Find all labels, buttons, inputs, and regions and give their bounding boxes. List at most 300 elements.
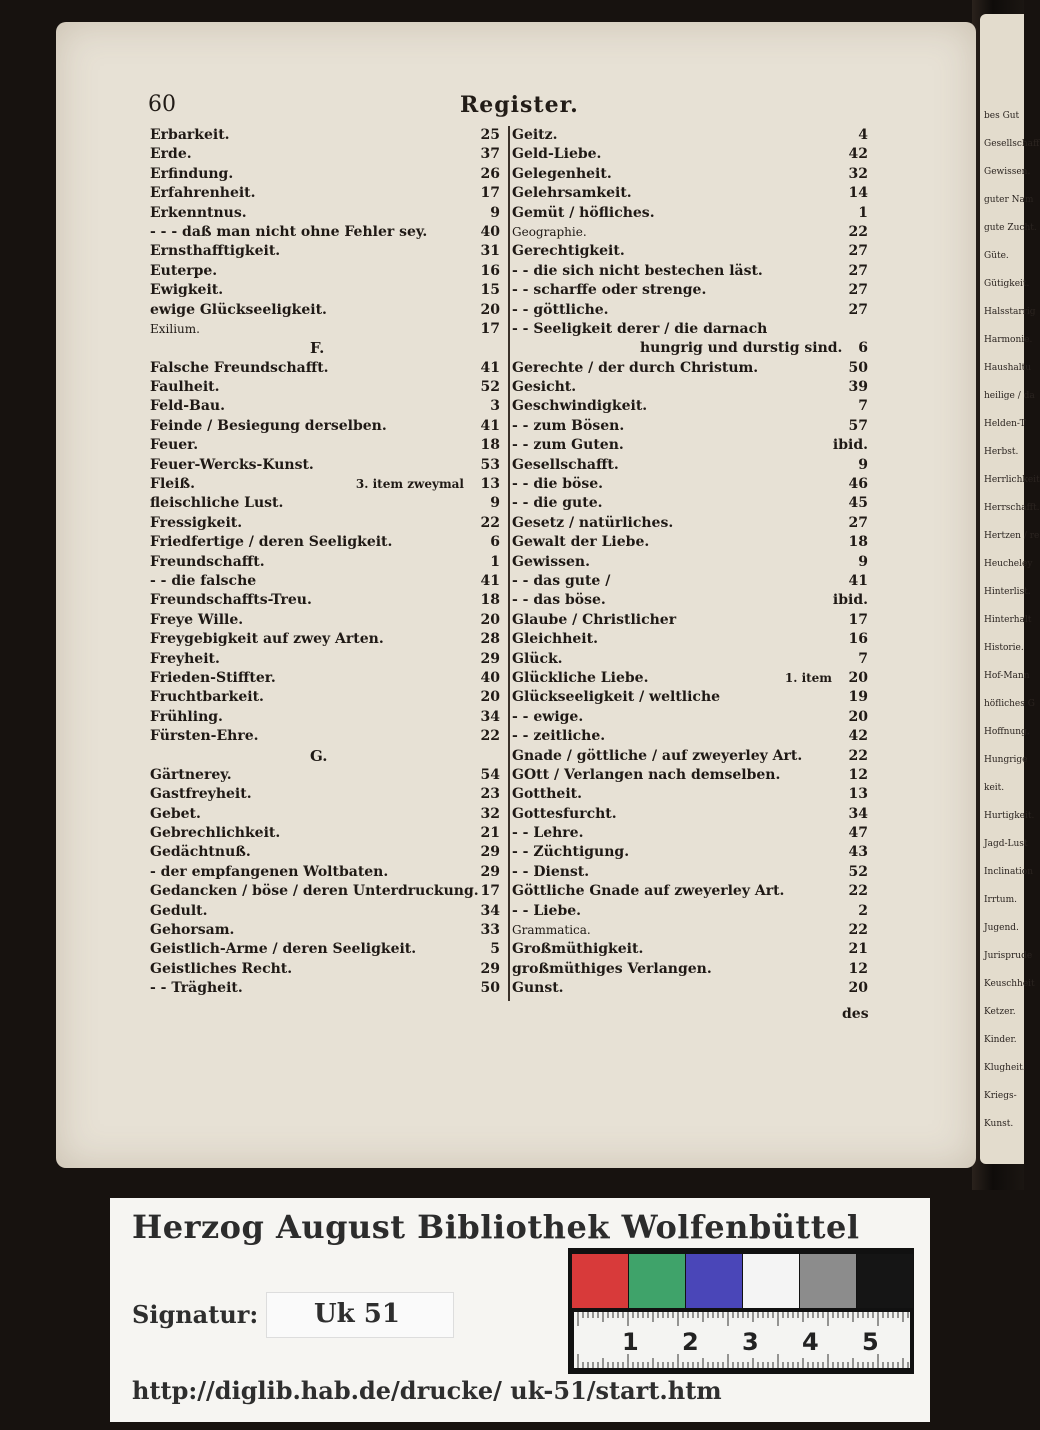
facing-page-fragment: Kunst. [984,1119,1014,1129]
index-entry [512,494,868,513]
index-entry [150,611,500,630]
index-entry-label: Gebet. [150,805,201,822]
index-entry-label: Feld-Bau. [150,398,225,415]
index-entry [512,184,868,203]
index-entry-label: - der empfangenen Woltbaten. [150,863,389,880]
index-entry [150,766,500,785]
facing-page-fragment: Hungrige [984,755,1028,765]
index-entry-page-ref: 52 [848,863,868,880]
index-entry-label: Gesicht. [512,379,577,396]
index-entry-page-ref: 21 [848,941,868,958]
index-entry [512,824,868,843]
digital-library-url: http://diglib.hab.de/drucke/ uk-51/start.htm [132,1376,722,1405]
index-entry-label: - - scharffe oder strenge. [512,282,707,299]
index-entry-page-ref: 43 [848,844,868,861]
index-entry [512,960,868,979]
index-entry-label: Gesetz / natürliches. [512,514,674,531]
index-entry-label: GOtt / Verlangen nach demselben. [512,766,781,783]
index-entry [150,688,500,707]
index-entry-page-ref: 40 [480,669,500,686]
index-entry [512,320,868,339]
ruler-number: 1 [622,1328,639,1356]
index-entry [150,708,500,727]
index-entry [150,882,500,901]
index-entry-label: Grammatica. [512,923,591,938]
facing-page-fragment: Jugend. [984,923,1019,933]
index-entry-label: ewige Glückseeligkeit. [150,301,327,318]
index-entry-label: Gerechte / der durch Christum. [512,359,759,376]
index-entry [512,397,868,416]
index-entry-page-ref: 25 [480,127,500,143]
index-entry [512,339,868,358]
index-entry [512,940,868,959]
facing-page-fragment: Hinterlist. [984,587,1031,597]
index-entry [512,843,868,862]
index-entry [150,902,500,921]
index-entry-page-ref: 34 [480,708,500,725]
facing-page-fragment: Keuschheit [984,979,1035,989]
color-swatch [686,1254,742,1308]
index-entry-page-ref: 19 [848,689,868,706]
index-entry [512,475,868,494]
index-entry-label: - - die falsche [150,572,257,589]
index-entry-page-ref: 17 [480,185,500,202]
index-entry-label: Feuer-Wercks-Kunst. [150,456,314,473]
facing-page-fragment: Harmonie. [984,335,1033,345]
index-entry [512,650,868,669]
index-entry-label: Gemüt / höfliches. [512,204,655,221]
page-number: 60 [148,92,176,117]
index-entry [150,184,500,203]
index-entry-label: - - Trägheit. [150,980,243,997]
facing-page-fragment: Herrlichkeit [984,475,1040,485]
index-entry-label: Friedfertige / deren Seeligkeit. [150,534,393,551]
index-entry [150,145,500,164]
index-entry-label: Freundschaffts-Treu. [150,592,312,609]
index-entry-label: Euterpe. [150,262,218,279]
facing-page-fragment: Hertzen / re [984,531,1040,541]
index-entry [150,979,500,998]
index-entry-page-ref: 22 [848,223,868,240]
index-entry-label: - - göttliche. [512,301,609,318]
index-entry-label: Gesellschafft. [512,456,619,473]
color-swatch [743,1254,799,1308]
color-swatch [572,1254,628,1308]
index-entry-label: Gebrechlichkeit. [150,825,281,842]
index-entry [150,805,500,824]
index-entry-page-ref: 45 [848,495,868,512]
index-entry-label: Freye Wille. [150,611,244,628]
index-entry-label: Fleiß. [150,476,195,493]
index-entry [512,533,868,552]
index-entry-label: Geistliches Recht. [150,960,293,977]
index-entry-page-ref: 20 [848,669,868,686]
index-entry-page-ref: 29 [480,650,500,667]
index-entry-label: Fürsten-Ehre. [150,728,259,745]
index-entry-note: 3. item zweymal [355,477,464,492]
index-entry [150,165,500,184]
index-entry [512,863,868,882]
index-entry-label: Gewissen. [512,553,590,570]
index-entry-label: Erkenntnus. [150,204,247,221]
index-entry-page-ref: 20 [848,980,868,997]
index-entry-page-ref: 22 [848,922,868,939]
index-entry-label: Glaube / Christlicher [512,611,677,628]
index-entry-label: Gehorsam. [150,922,235,939]
index-entry-label: - - zeitliche. [512,728,606,745]
index-entry [150,727,500,746]
index-entry-page-ref: 18 [480,592,500,609]
index-entry [512,902,868,921]
index-entry-label: Ewigkeit. [150,282,224,299]
index-entry-label: Gewalt der Liebe. [512,534,650,551]
index-entry-page-ref: 54 [480,766,500,783]
index-entry-label: - - das gute / [512,572,611,589]
index-entry [512,281,868,300]
index-entry-page-ref: 17 [480,320,500,337]
facing-page-fragment: höfliches G [984,699,1035,709]
index-entry-label: - - die böse. [512,476,604,493]
index-entry-label: Großmüthigkeit. [512,941,644,958]
index-entry [150,494,500,513]
index-entry-page-ref: ibid. [832,437,868,454]
index-entry-label: Gerechtigkeit. [512,243,625,260]
index-entry-page-ref: 18 [848,534,868,551]
index-entry [150,940,500,959]
index-entry-page-ref: 12 [848,960,868,977]
index-entry-page-ref: 1 [490,553,500,570]
index-entry-page-ref: 6 [858,340,868,357]
index-entry [150,475,500,494]
index-entry-page-ref: 12 [848,766,868,783]
index-entry-label: - - zum Bösen. [512,417,625,434]
facing-page-fragment: heilige / da [984,391,1035,401]
index-entry-label: Exilium. [150,321,200,336]
index-entry-label: Gunst. [512,980,564,997]
index-entry-label: - - die sich nicht bestechen läst. [512,262,763,279]
index-entry-page-ref: 40 [480,223,500,240]
index-entry-page-ref: 46 [848,476,868,493]
index-entry [512,708,868,727]
index-entry-page-ref: 47 [848,825,868,842]
index-entry [150,514,500,533]
facing-page-fragment: guter Nam [984,195,1034,205]
index-entry-page-ref: 22 [848,883,868,900]
index-entry-label: Erbarkeit. [150,127,230,143]
facing-page-fragment: Haushaltu [984,363,1032,373]
index-entry-page-ref: 9 [490,204,500,221]
index-entry [512,979,868,998]
shelfmark-box [266,1292,454,1338]
ruler-number: 2 [682,1328,699,1356]
index-entry-page-ref: 20 [480,689,500,706]
index-entry-label: Glückliche Liebe. [512,669,649,686]
index-entry [512,456,868,475]
index-entry-label: Gleichheit. [512,631,598,648]
index-entry-page-ref: 9 [858,456,868,473]
index-entry-page-ref: 27 [848,514,868,531]
index-entry-label: - - Liebe. [512,902,582,919]
index-entry-page-ref: 22 [848,747,868,764]
index-entry [150,921,500,940]
index-entry [150,572,500,591]
facing-page-fragment: Kriegs- [984,1091,1017,1101]
index-entry-label: Freyheit. [150,650,220,667]
facing-page-fragment: bes Gut [984,111,1020,121]
index-entry [512,436,868,455]
index-entry [512,805,868,824]
index-entry-label: Gottesfurcht. [512,805,617,822]
facing-page-fragment: Helden-T [984,419,1026,429]
index-entry [512,242,868,261]
index-entry-label: Feuer. [150,437,199,454]
index-entry [512,785,868,804]
index-entry-label: Erfahrenheit. [150,185,256,202]
index-entry-page-ref: 32 [848,165,868,182]
index-entry-label: Geld-Liebe. [512,146,602,163]
index-entry-page-ref: 18 [480,437,500,454]
index-entry-label: Feinde / Besiegung derselben. [150,417,387,434]
facing-page-fragment: Kinder. [984,1035,1017,1045]
index-entry-label: Geistlich-Arme / deren Seeligkeit. [150,941,417,958]
index-entry-page-ref: 41 [480,359,500,376]
index-entry-page-ref: 4 [858,127,868,143]
index-entry-page-ref: 50 [848,359,868,376]
index-entry [150,669,500,688]
facing-page-fragment: Gesellschaff [984,139,1040,149]
index-entry-label: - - Züchtigung. [512,844,630,861]
index-entry-page-ref: 5 [490,941,500,958]
index-entry [150,397,500,416]
index-entry-label: Erde. [150,146,192,163]
index-entry-page-ref: 20 [480,301,500,318]
facing-page-fragment: Inclination [984,867,1034,877]
index-letter-heading: G. [310,746,328,765]
index-entry [512,165,868,184]
facing-page-fragment: Herrschafft. [984,503,1040,513]
index-entry [150,650,500,669]
index-entry [150,591,500,610]
index-entry-page-ref: 42 [848,728,868,745]
index-entry [150,785,500,804]
index-entry-page-ref: 6 [490,534,500,551]
index-entry [512,378,868,397]
index-entry [512,611,868,630]
index-entry-page-ref: 21 [480,825,500,842]
facing-page-fragment: Herbst. [984,447,1019,457]
index-entry-label: Geitz. [512,127,558,143]
index-entry-page-ref: 34 [848,805,868,822]
index-entry [512,262,868,281]
index-entry-page-ref: 28 [480,631,500,648]
index-entry-label: großmüthiges Verlangen. [512,960,712,977]
index-entry-page-ref: 16 [848,631,868,648]
index-entry-label: - - zum Guten. [512,437,624,454]
index-entry-label: Gedächtnuß. [150,844,251,861]
index-entry-page-ref: 57 [848,417,868,434]
shelfmark: Uk 51 [314,1299,400,1329]
index-entry-label: Frieden-Stiffter. [150,669,276,686]
index-entry [512,921,868,940]
index-entry [150,533,500,552]
index-entry [150,262,500,281]
ruler-number: 3 [742,1328,759,1356]
index-entry [512,882,868,901]
index-entry-page-ref: 16 [480,262,500,279]
index-entry [512,669,868,688]
index-entry-label: - - Dienst. [512,863,590,880]
index-entry-label: Gärtnerey. [150,766,232,783]
index-entry-label: Gottheit. [512,786,582,803]
index-entry-page-ref: 41 [480,417,500,434]
index-entry-page-ref: 32 [480,805,500,822]
index-entry-page-ref: 52 [480,379,500,396]
index-entry [512,417,868,436]
index-entry [512,126,868,145]
index-entry-page-ref: 20 [848,708,868,725]
signatur-label: Signatur: [132,1300,259,1329]
index-entry-page-ref: 34 [480,902,500,919]
index-entry-page-ref: 41 [848,572,868,589]
index-entry-page-ref: ibid. [832,592,868,609]
index-entry-label: Geschwindigkeit. [512,398,648,415]
facing-page-fragment: Ketzer. [984,1007,1016,1017]
index-entry [512,727,868,746]
index-entry [512,359,868,378]
index-entry-label: Fressigkeit. [150,514,243,531]
index-entry [150,126,500,145]
facing-page-fragment: Jurisprude [984,951,1033,961]
ruler-number: 4 [802,1328,819,1356]
index-entry-page-ref: 3 [490,398,500,415]
facing-page-fragment: Hurtigkeit. [984,811,1035,821]
centimeter-ruler [574,1312,910,1368]
index-entry-label: Ernsthafftigkeit. [150,243,281,260]
index-entry [150,553,500,572]
index-entry-page-ref: 22 [480,514,500,531]
index-entry [512,223,868,242]
index-entry [512,553,868,572]
index-entry [150,320,500,339]
index-entry-label: Fruchtbarkeit. [150,689,264,706]
index-entry [512,591,868,610]
library-label-card [110,1198,930,1422]
index-entry-label: Gastfreyheit. [150,786,252,803]
index-entry-label: Glück. [512,650,563,667]
index-entry-page-ref: 50 [480,980,500,997]
index-entry-page-ref: 14 [848,185,868,202]
index-entry [150,960,500,979]
index-entry-page-ref: 13 [848,786,868,803]
index-entry [150,417,500,436]
index-entry-label: Glückseeligkeit / weltliche [512,689,721,706]
index-entry-page-ref: 31 [480,243,500,260]
index-entry-page-ref: 29 [480,863,500,880]
index-entry-page-ref: 23 [480,786,500,803]
index-column-right [512,126,868,999]
index-entry-label: Faulheit. [150,379,220,396]
index-entry-page-ref: 22 [480,728,500,745]
library-name: Herzog August Bibliothek Wolfenbüttel [132,1208,860,1246]
facing-page-fragment: gute Zucht. [984,223,1037,233]
index-entry-page-ref: 53 [480,456,500,473]
index-entry [150,630,500,649]
index-entry-page-ref: 13 [480,476,500,493]
index-entry-page-ref: 9 [858,553,868,570]
index-entry [512,301,868,320]
index-entry-label: fleischliche Lust. [150,495,284,512]
index-entry-label: - - das böse. [512,592,606,609]
facing-page-fragment: Irrtum. [984,895,1017,905]
index-entry-page-ref: 27 [848,301,868,318]
index-entry-page-ref: 27 [848,243,868,260]
index-entry-label: Gelegenheit. [512,165,612,182]
index-entry [150,242,500,261]
index-entry-label: - - ewige. [512,708,584,725]
index-entry-page-ref: 17 [480,883,500,900]
color-swatch [629,1254,685,1308]
index-entry-note: 1. item [784,670,832,685]
index-entry-page-ref: 33 [480,922,500,939]
index-entry [150,863,500,882]
index-entry [150,339,500,358]
index-entry-label: - - die gute. [512,495,603,512]
index-entry-label: - - - daß man nicht ohne Fehler sey. [150,223,428,240]
index-entry-label: Erfindung. [150,165,234,182]
column-divider [508,126,510,1001]
index-entry-page-ref: 2 [858,902,868,919]
index-entry [512,514,868,533]
facing-page-fragment: Gewissen. [984,167,1031,177]
running-title: Register. [460,92,579,118]
index-entry-page-ref: 29 [480,844,500,861]
index-entry-page-ref: 7 [858,398,868,415]
index-entry [150,204,500,223]
facing-page-fragment: Historie. [984,643,1024,653]
facing-page-fragment: keit. [984,783,1005,793]
index-entry-page-ref: 42 [848,146,868,163]
catch-word: des [842,1006,869,1022]
index-entry [150,747,500,766]
index-entry [150,281,500,300]
index-entry [512,204,868,223]
facing-page-fragment: Heucheley [984,559,1033,569]
facing-page [980,14,1040,1164]
index-entry [150,824,500,843]
index-entry [150,436,500,455]
facing-page-fragment: Halsstarrig [984,307,1036,317]
index-entry-label: Gedancken / böse / deren Unterdruckung. [150,883,479,900]
color-swatch [800,1254,856,1308]
index-letter-heading: F. [310,339,325,358]
index-entry-label: Falsche Freundschafft. [150,359,329,376]
index-entry-label: Göttliche Gnade auf zweyerley Art. [512,883,785,900]
facing-page-fragment: Hoffnung. [984,727,1030,737]
index-entry [150,843,500,862]
index-entry-label: Freundschafft. [150,553,265,570]
index-entry-page-ref: 27 [848,262,868,279]
index-entry [150,223,500,242]
index-entry [150,359,500,378]
index-entry-page-ref: 20 [480,611,500,628]
index-entry-label: - - Seeligkeit derer / die darnach [512,320,768,337]
index-entry [150,301,500,320]
facing-page-fragment: Gütigkeit. [984,279,1030,289]
index-entry-page-ref: 17 [848,611,868,628]
index-entry-page-ref: 7 [858,650,868,667]
index-entry-page-ref: 26 [480,165,500,182]
index-entry [512,572,868,591]
